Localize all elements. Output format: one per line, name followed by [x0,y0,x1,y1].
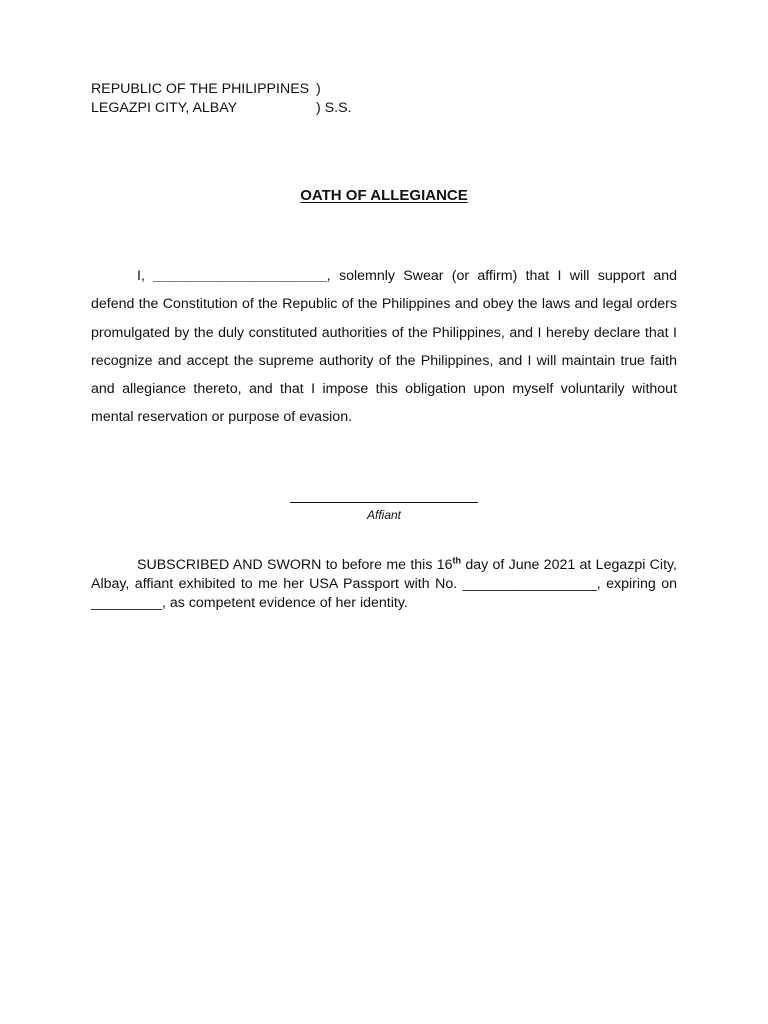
document-title: OATH OF ALLEGIANCE [300,187,468,204]
venue-line-city [91,99,352,118]
venue-line-republic [91,80,321,99]
venue-caption [91,80,352,118]
jurat-text-start: SUBSCRIBED AND SWORN to before me this 16 [137,557,453,573]
venue-republic-text: REPUBLIC OF THE PHILIPPINES [91,81,310,97]
oath-intro: I, [137,268,154,284]
oath-text: , solemnly Swear (or affirm) that I will support and defend the Constitution of the Republic of the Philippines and obey the laws and legal orders promulgated by the duly constituted authorities of the Philippines, and I hereby declare that I recognize and accept the supreme authority of the Philippines, and I will maintain true faith and allegiance thereto, and that I impose this obligation upon myself voluntarily without mental reservation or purpose of evasion. [91,268,677,426]
jurat-paragraph [91,556,677,613]
affiant-label: Affiant [366,508,402,522]
venue-republic-paren: ) [316,81,321,97]
signature-line [290,502,478,503]
expiry-date-blank: _________ [91,595,163,611]
venue-city-paren: ) S.S. [316,100,352,116]
jurat-text-end: , as competent evidence of her identity. [162,595,408,611]
ordinal-suffix: th [452,555,462,566]
venue-city-text: LEGAZPI CITY, ALBAY [91,100,238,116]
jurat-text-middle: day of June 2021 at Legazpi City, Albay, affiant exhibited to me her USA Passport with No. [91,557,677,592]
oath-paragraph [91,262,677,432]
passport-number-blank: _________________ [462,576,597,592]
name-blank: ______________________ [153,268,327,284]
jurat-text-expiring: , expiring on [596,576,677,592]
